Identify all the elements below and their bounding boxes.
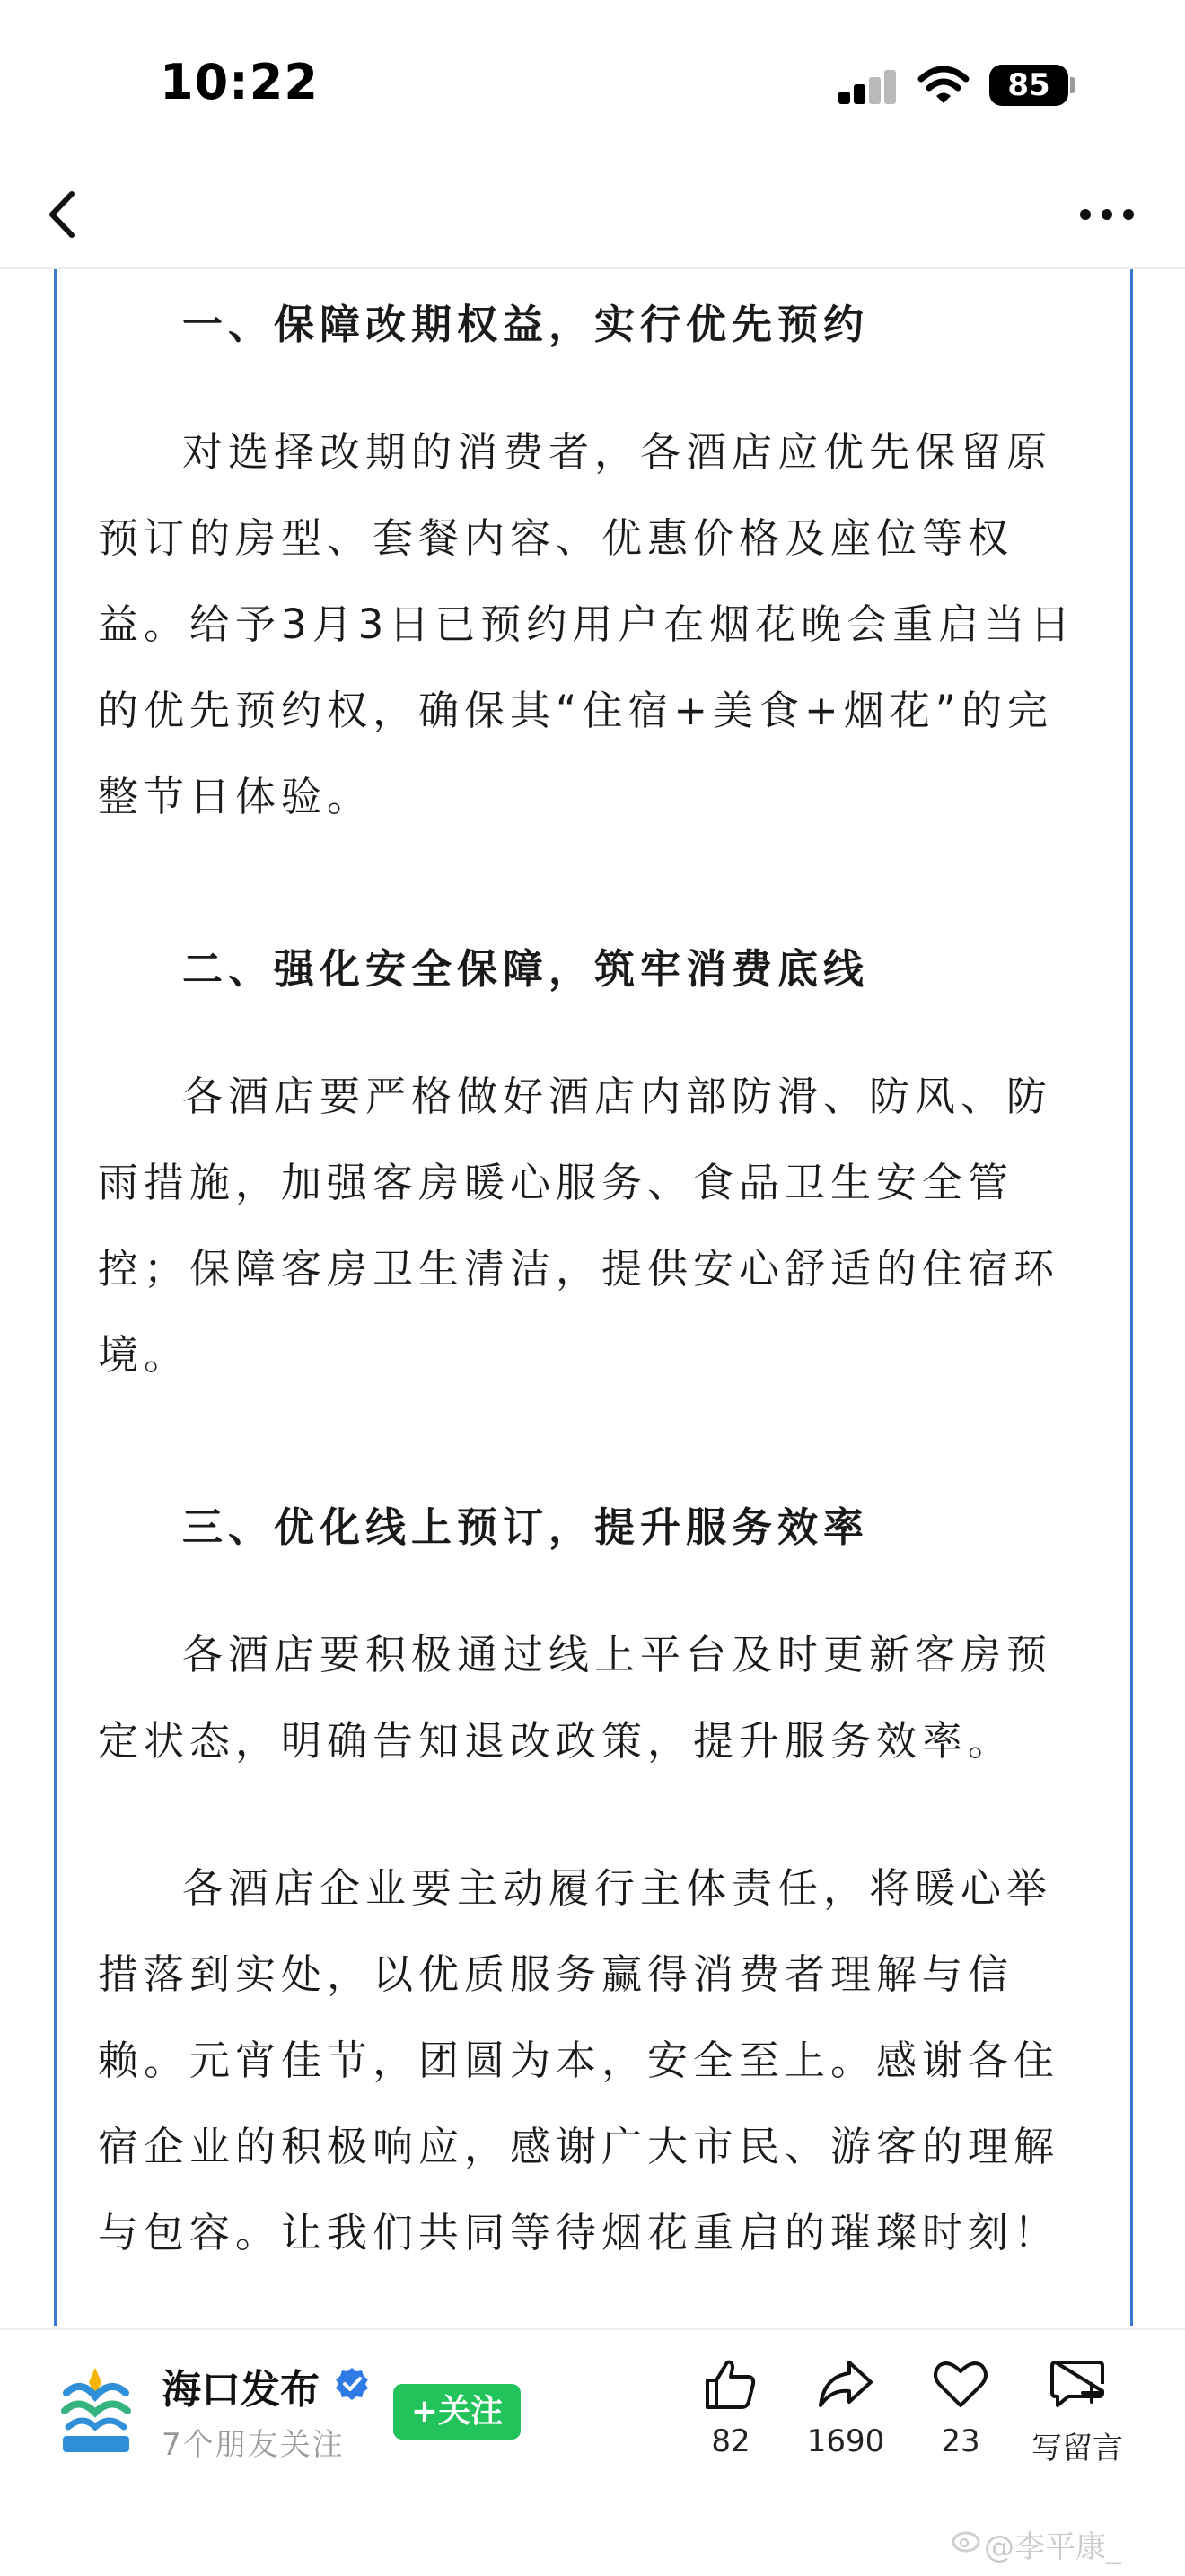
watermark-text: @李平康_ [984, 2529, 1121, 2565]
follow-button[interactable]: +关注 [393, 2384, 521, 2440]
friends-following-text: 7个朋友关注 [162, 2427, 345, 2463]
battery-level: 85 [1007, 67, 1050, 103]
like-button[interactable] [668, 2357, 794, 2459]
nav-bar [0, 162, 1185, 269]
favorite-button[interactable] [898, 2357, 1023, 2459]
favorite-count: 23 [941, 2423, 980, 2459]
section-heading-2: 二、强化安全保障，筑牢消费底线 [182, 945, 870, 993]
heart-icon [932, 2357, 989, 2411]
bottom-bar [0, 2328, 1185, 2576]
account-name[interactable]: 海口发布 [162, 2367, 320, 2413]
status-bar [0, 0, 1185, 162]
share-count: 1690 [806, 2423, 885, 2459]
wifi-icon [917, 65, 970, 106]
section-body-2: 各酒店要严格做好酒店内部防滑、防风、防雨措施，加强客房暖心服务、食品卫生安全管控；保障客房卫生清洁，提供安心舒适的住宿环境。 [98, 1073, 1060, 1379]
cellular-signal-icon [838, 70, 896, 104]
comment-add-icon [1049, 2357, 1106, 2411]
write-comment-button[interactable] [1014, 2357, 1140, 2467]
chevron-left-icon[interactable] [36, 185, 90, 244]
share-arrow-icon [817, 2357, 874, 2411]
section-body-3: 各酒店要积极通过线上平台及时更新客房预定状态，明确告知退改政策，提升服务效率。 [98, 1631, 1053, 1765]
status-time: 10:22 [160, 54, 319, 110]
more-dots-icon[interactable] [1075, 192, 1138, 237]
section-heading-3: 三、优化线上预订，提升服务效率 [182, 1503, 870, 1551]
thumbs-up-icon [702, 2357, 759, 2411]
section-heading-1: 一、保障改期权益，实行优先预约 [182, 301, 870, 348]
write-comment-label: 写留言 [1031, 2431, 1123, 2466]
account-logo[interactable] [59, 2364, 133, 2458]
share-button[interactable] [783, 2357, 908, 2459]
section-body-1: 对选择改期的消费者，各酒店应优先保留原预订的房型、套餐内容、优惠价格及座位等权益。给予3月3日已预约用户在烟花晚会重启当日的优先预约权，确保其“住宿+美食+烟花”的完整节日体验。 [98, 428, 1076, 820]
article-content [98, 269, 1094, 2276]
article-body [54, 269, 1133, 2326]
verified-icon [334, 2366, 370, 2402]
like-count: 82 [711, 2423, 750, 2459]
battery-icon [989, 65, 1068, 106]
weibo-watermark-icon [952, 2526, 982, 2553]
battery-cap [1070, 77, 1075, 93]
closing-paragraph: 各酒店企业要主动履行主体责任，将暖心举措落到实处，以优质服务赢得消费者理解与信赖。元宵佳节，团圆为本，安全至上。感谢各住宿企业的积极响应，感谢广大市民、游客的理解与包容。让我们共同等待烟花重启的璀璨时刻！ [98, 1864, 1060, 2256]
